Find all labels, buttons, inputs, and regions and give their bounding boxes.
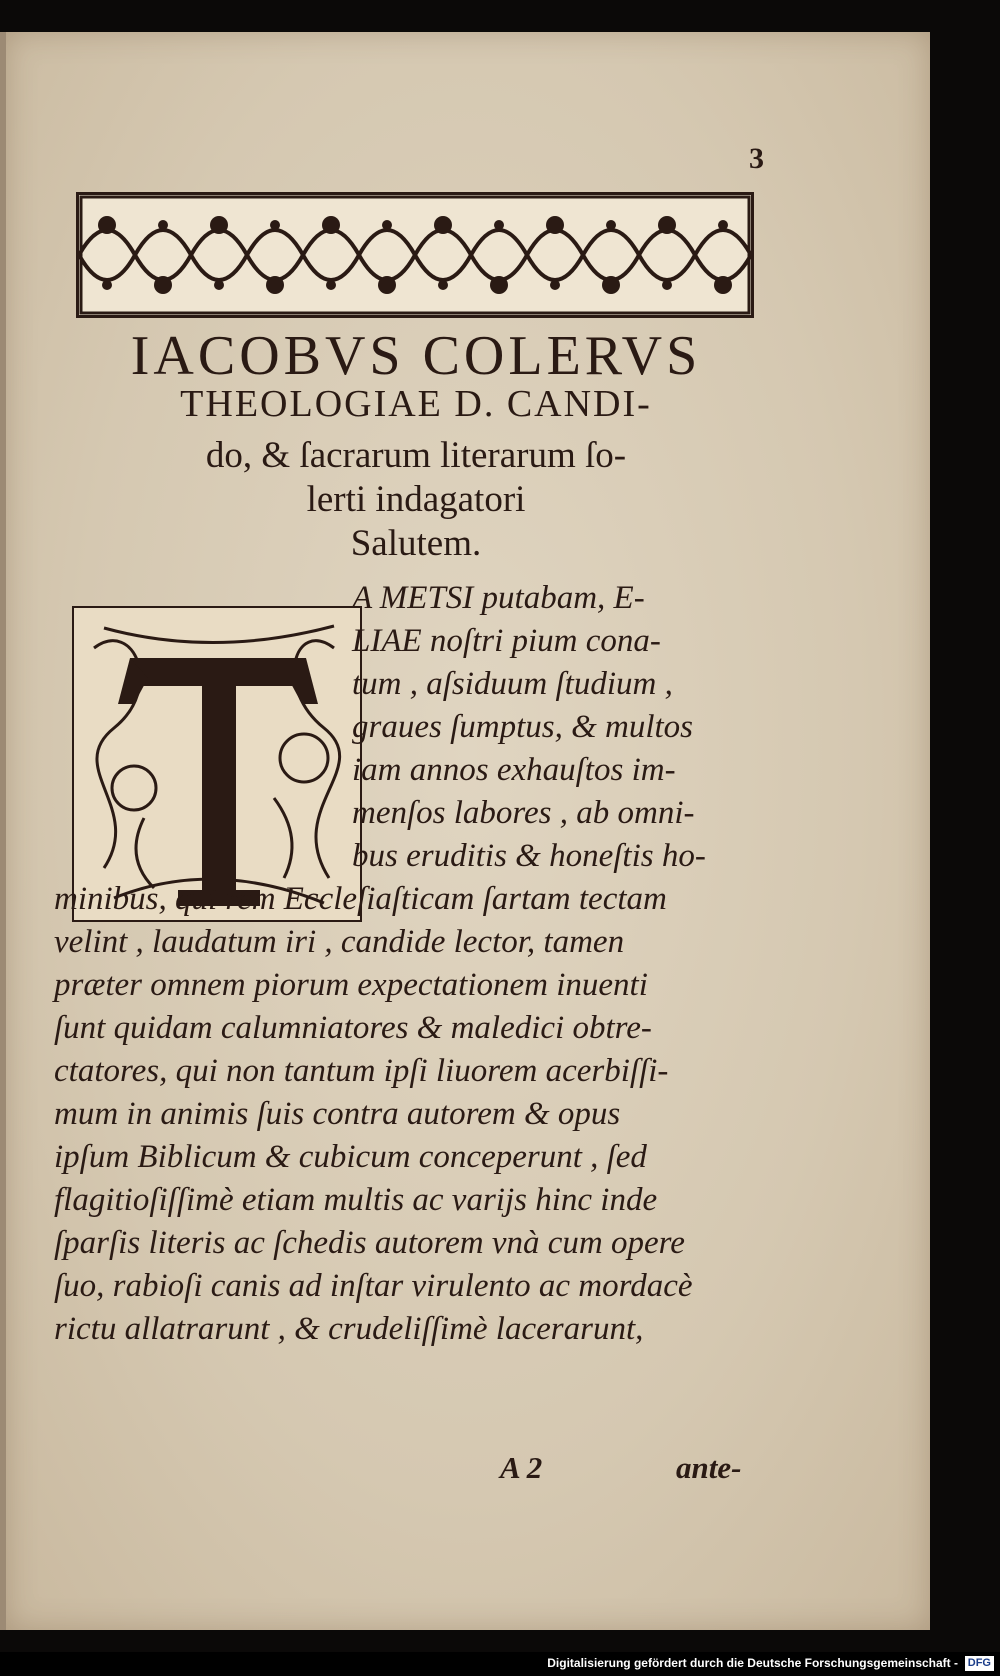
signature-mark: A 2 (500, 1450, 543, 1485)
body-text-line: rictu allatrarunt , & crudeliſſimè lacerarunt, (54, 1311, 644, 1347)
heading-author-name: IACOBVS COLERVS (130, 325, 702, 387)
body-text-line: bus eruditis & honeſtis ho- (352, 838, 706, 874)
body-text-line: ctatores, qui non tantum ipſi liuorem acerbiſſi- (54, 1053, 669, 1089)
body-text-line: ſparſis literis ac ſchedis autorem vnà cum opere (54, 1225, 685, 1261)
dfg-logo: DFG (965, 1656, 994, 1671)
body-text-line: præter omnem piorum expectationem inuenti (54, 967, 648, 1003)
digitization-credit: Digitalisierung gefördert durch die Deutsche Forschungsgemeinschaft - (547, 1656, 958, 1670)
heading-dedication-line: lerti indagatori (306, 479, 526, 520)
body-text-line: minibus, qui rem Eccleſiaſticam ſartam tectam (54, 881, 667, 917)
body-text-line: ipſum Biblicum & cubicum conceperunt , ſed (54, 1139, 647, 1175)
body-text-line: velint , laudatum iri , candide lector, tamen (54, 924, 625, 960)
body-text-line: tum , aſsiduum ſtudium , (352, 666, 673, 702)
body-text-line: graues ſumptus, & multos (352, 709, 694, 745)
body-text-line: ſuo, rabioſi canis ad inſtar virulento ac mordacè (54, 1268, 693, 1304)
body-text-line: menſos labores , ab omni- (352, 795, 695, 831)
body-text-line: ſunt quidam calumniatores & maledici obtre- (54, 1010, 652, 1046)
body-text-line: flagitioſiſſimè etiam multis ac varijs hinc inde (54, 1182, 658, 1218)
decorated-initial-t (72, 606, 362, 922)
heading-title-line: THEOLOGIAE D. CANDI- (180, 383, 652, 425)
body-text-line: mum in animis ſuis contra autorem & opus (54, 1096, 621, 1132)
book-page (6, 32, 930, 1630)
body-text-line: A METSI putabam, E- (352, 580, 645, 616)
page-number: 3 (749, 142, 764, 175)
heading-dedication-line: do, & ſacrarum literarum ſo- (205, 435, 627, 476)
digitization-credit-bar (0, 1652, 1000, 1676)
headpiece-ornament (76, 192, 754, 318)
heading-salutation: Salutem. (350, 523, 482, 564)
catchword: ante- (676, 1450, 742, 1485)
body-text-line: LIAE noſtri pium cona- (352, 623, 661, 659)
body-text-line: iam annos exhauſtos im- (352, 752, 676, 788)
